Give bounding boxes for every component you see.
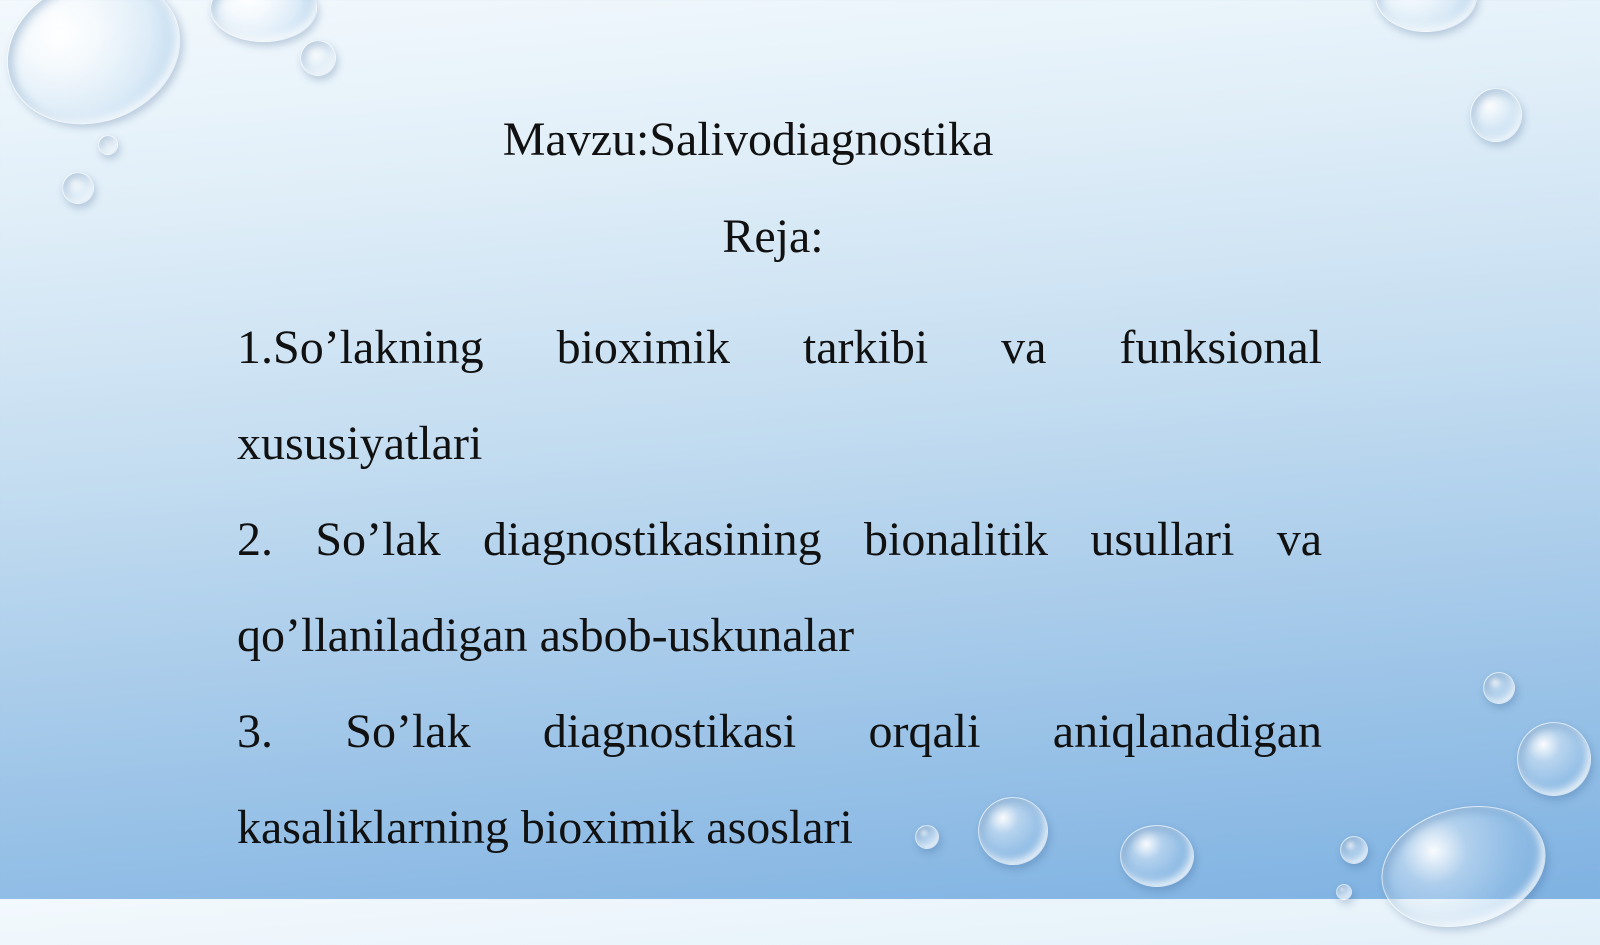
plan-item: 3. So’lak diagnostikasi orqali aniqlanadigan kasaliklarning bioximik asoslari — [237, 705, 1322, 854]
plan-item: 1.So’lakning bioximik tarkibi va funksional xususiyatlari — [237, 321, 1322, 470]
plan-heading: Reja: — [722, 210, 824, 263]
slide-title: Mavzu:Salivodiagnostika — [502, 113, 994, 166]
droplet-icon — [62, 172, 94, 204]
plan-list — [237, 300, 1322, 876]
droplet-icon — [1483, 672, 1515, 704]
droplet-icon — [300, 40, 336, 76]
droplet-icon — [210, 0, 317, 42]
droplet-icon — [1336, 884, 1352, 900]
droplet-icon — [1368, 788, 1560, 944]
droplet-icon — [1375, 0, 1477, 32]
droplet-icon — [1340, 836, 1368, 864]
droplet-icon — [1517, 722, 1591, 796]
plan-item: 2. So’lak diagnostikasining bionalitik usullari va qo’llaniladigan asbob-uskunalar — [237, 513, 1322, 662]
